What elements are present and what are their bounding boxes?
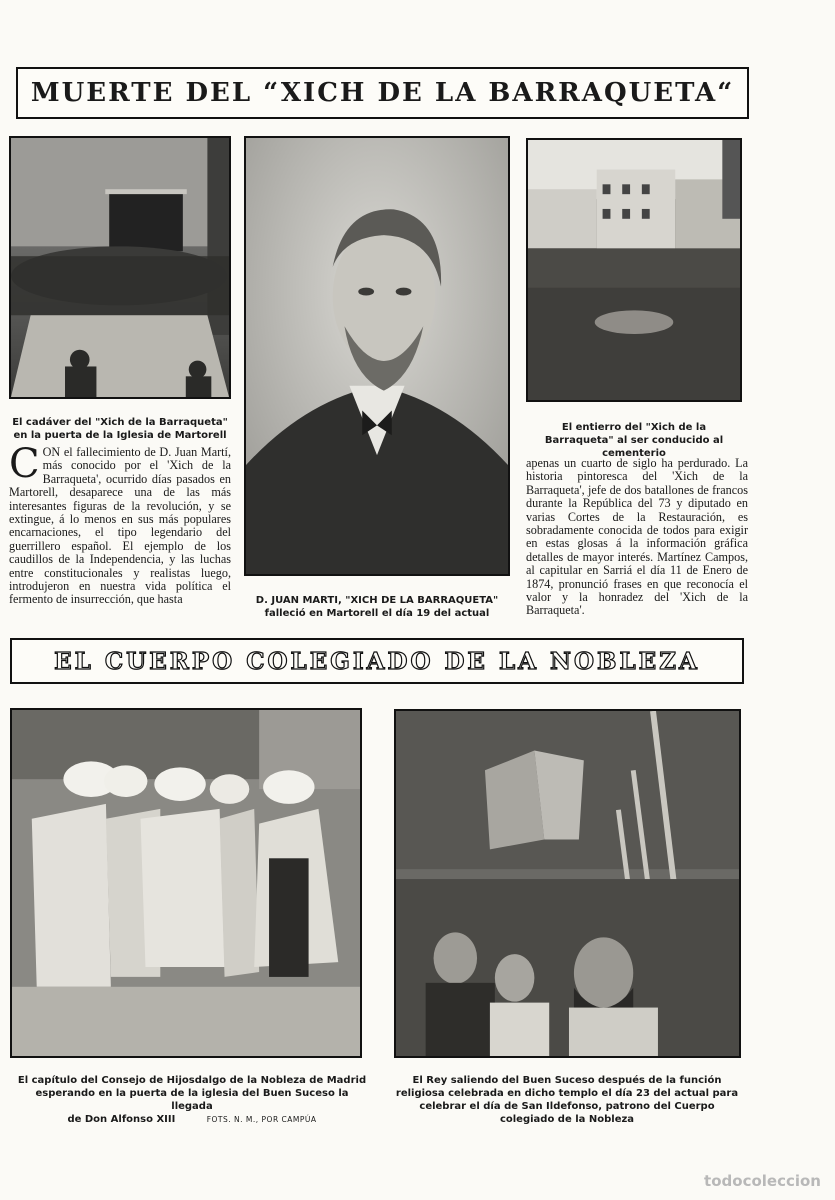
caption-procession: El entierro del "Xich de la Barraqueta" al ser conducido al cementerio (544, 422, 724, 459)
caption-portrait-name: D. JUAN MARTI, "XICH DE LA BARRAQUETA" (255, 595, 499, 606)
caption-chapter-line2: esperando en la puerta de la iglesia del Buen Suceso la llegada (35, 1088, 349, 1112)
photo-church-door-image (11, 138, 229, 397)
photo-procession-image (528, 140, 740, 400)
caption-nobility-chapter (16, 1074, 368, 1126)
caption-portrait (244, 594, 510, 620)
article-dropcap: C (9, 441, 40, 487)
photo-portrait-juan-marti (244, 136, 510, 576)
photo-church-door (9, 136, 231, 399)
caption-king-leaving: El Rey saliendo del Buen Suceso después de la función religiosa celebrada en dicho templo el día 23 del actual para celebrar el día de San Ildefonso, patrono del Cuerpo colegiado de la Nobleza (395, 1075, 739, 1125)
watermark-todocoleccion: todocoleccion (704, 1172, 821, 1190)
photo-portrait-image (246, 138, 508, 574)
headline-death: MUERTE DEL “XICH DE LA BARRAQUETA“ (30, 78, 735, 108)
article-text-left: ON el fallecimiento de D. Juan Martí, más conocido por el 'Xich de la Barraqueta', ocurrido días pasados en Martorell, desaparece una de las más interesantes figuras de la revolución, y se extingue, á lo menos en sus más populares encarnaciones, el tipo legendario del guerrillero español. El ejemplo de los caudillos de la Independencia, y las luchas entre constitucionales y realistas luego, introdujeron en nuestra vida política el fermento de insurrección, que hasta (9, 445, 231, 607)
headline-banner-death (16, 67, 749, 119)
caption-chapter-line3-text: de Don Alfonso XIII (67, 1114, 176, 1125)
photo-nobility-chapter (10, 708, 362, 1058)
headline-banner-nobility (10, 638, 744, 684)
caption-chapter-line1: El capítulo del Consejo de Hijosdalgo de la Nobleza de Madrid (17, 1075, 367, 1086)
caption-chapter-line3 (16, 1113, 368, 1126)
photo-funeral-procession (526, 138, 742, 402)
caption-church-door: El cadáver del "Xich de la Barraqueta" en la puerta de la Iglesia de Martorell (12, 417, 228, 441)
article-column-right: apenas un cuarto de siglo ha perdurado. La historia pintoresca del 'Xich de la Barraqueta', jefe de dos batallones de francos durante la República del 73 y diputado en varias Cortes de la Restauración, es sobradamente conocida de todos para exigir en estas glosas á la información gráfica detalles de mayor interés. Martínez Campos, al capitular en Sarriá el día 11 de Enero de 1874, pronunció frases en que reconocía el valor y la honradez del 'Xich de la Barraqueta'. (526, 456, 748, 618)
caption-portrait-date: falleció en Martorell el día 19 del actual (264, 608, 490, 619)
photo-credit: FOTS. N. M., POR CAMPÚA (206, 1115, 317, 1124)
headline-nobility: EL CUERPO COLEGIADO DE LA NOBLEZA (54, 647, 700, 675)
photo-king-leaving (394, 709, 741, 1058)
article-column-left (9, 441, 231, 607)
photo-chapter-image (12, 710, 360, 1056)
photo-king-image (396, 711, 739, 1056)
